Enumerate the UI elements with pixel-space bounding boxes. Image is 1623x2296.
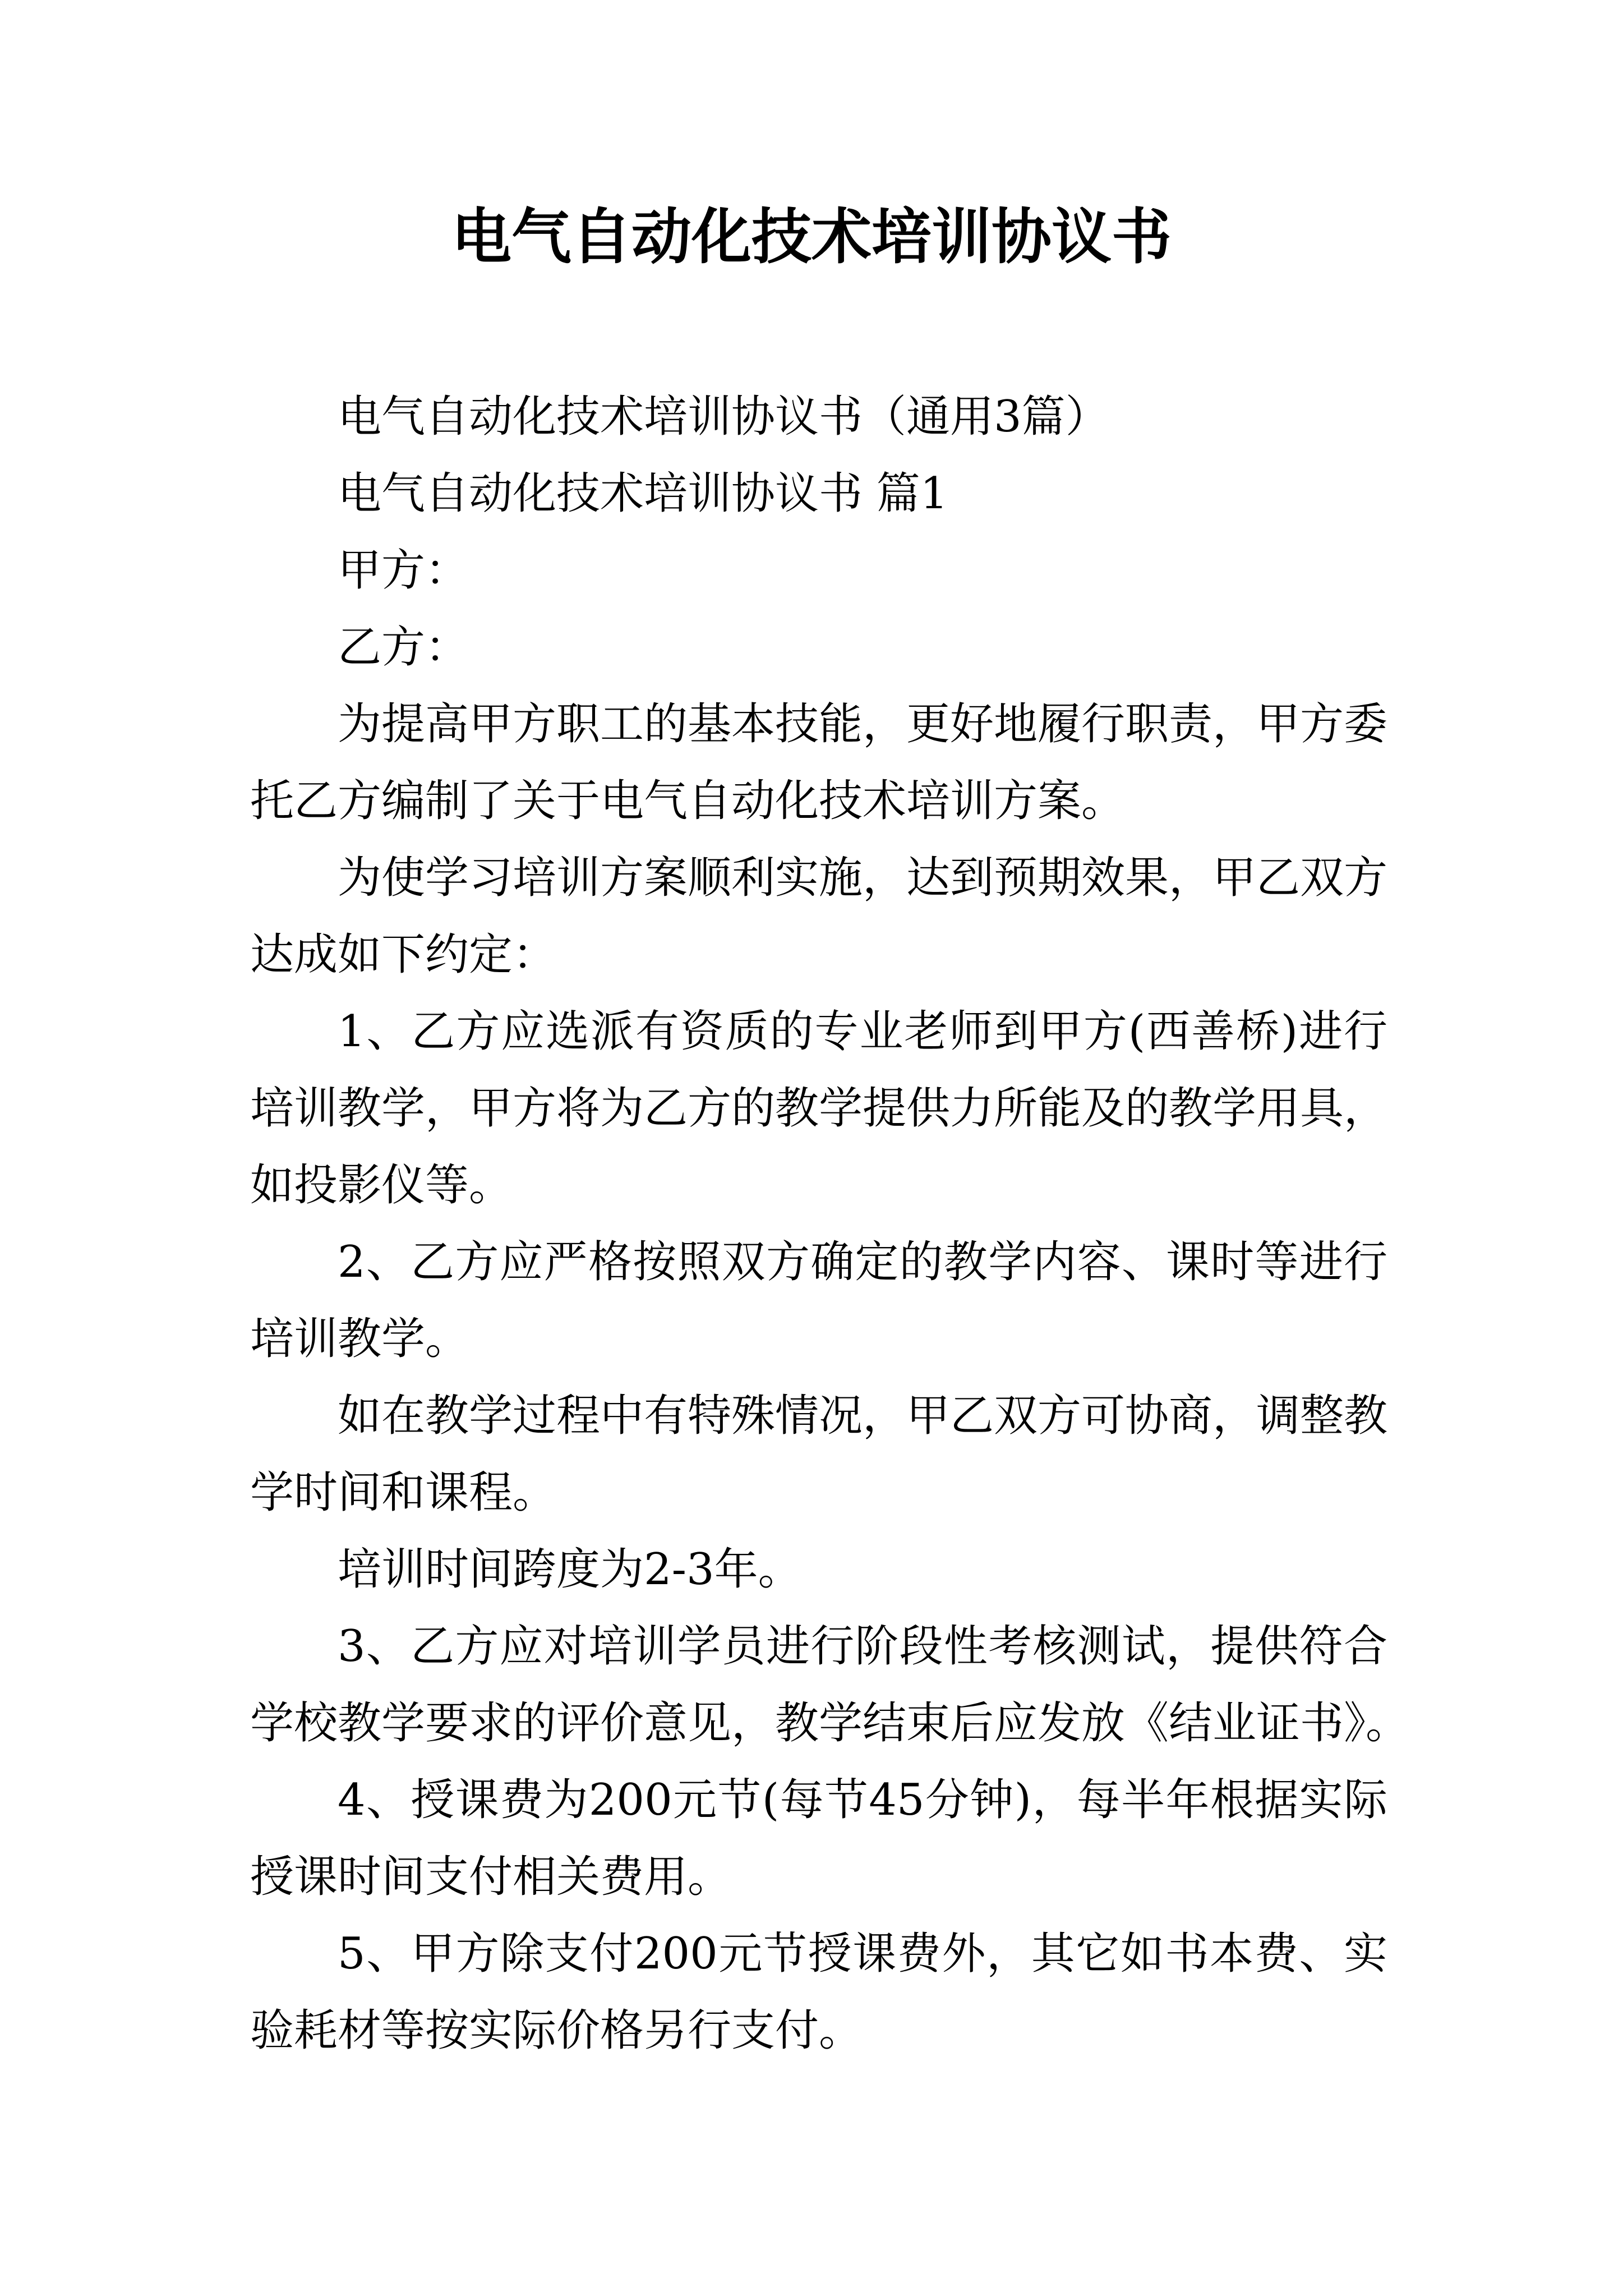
- text-line: 托乙方编制了关于电气自动化技术培训方案。: [250, 776, 1126, 826]
- document-title: 电气自动化技术培训协议书: [451, 202, 1172, 272]
- text-line: 培训时间跨度为2-3年。: [338, 1544, 802, 1595]
- paragraph: [250, 840, 1387, 993]
- paragraph-section-heading: [250, 455, 1387, 532]
- text-line: 学时间和课程。: [250, 1467, 557, 1518]
- clause-4: [250, 1762, 1387, 1916]
- text-line: 为使学习培训方案顺利实施，达到预期效果，甲乙双方: [338, 853, 1388, 903]
- text-line: 如投影仪等。: [250, 1160, 513, 1211]
- text-line: 如在教学过程中有特殊情况，甲乙双方可协商，调整教: [338, 1391, 1388, 1441]
- clause-5: [250, 1916, 1387, 2069]
- paragraph-party-b: [250, 609, 1387, 686]
- paragraph: [250, 686, 1387, 840]
- text-line: 培训教学，甲方将为乙方的教学提供力所能及的教学用具，: [250, 1083, 1388, 1134]
- text-line: 授课时间支付相关费用。: [250, 1852, 732, 1902]
- clause-3: [250, 1608, 1410, 1762]
- text-line: 甲方：: [338, 545, 469, 596]
- text-line: 验耗材等按实际价格另行支付。: [250, 2005, 863, 2056]
- text-line: 3、乙方应对培训学员进行阶段性考核测试，提供符合: [338, 1621, 1387, 1672]
- text-line: 5、甲方除支付200元节授课费外，其它如书本费、实: [338, 1929, 1387, 1979]
- text-line: 4、授课费为200元节(每节45分钟)，每半年根据实际: [338, 1775, 1387, 1825]
- document-body: [250, 379, 1410, 2069]
- text-line: 1、乙方应选派有资质的专业老师到甲方(西善桥)进行: [338, 1006, 1387, 1057]
- text-line: 电气自动化技术培训协议书 篇1: [338, 468, 948, 519]
- paragraph-party-a: [250, 532, 1387, 609]
- clause-1: [250, 993, 1387, 1224]
- paragraph: [250, 1378, 1387, 1531]
- clause-2: [250, 1224, 1387, 1378]
- paragraph: [250, 1531, 1387, 1608]
- text-line: 培训教学。: [250, 1314, 469, 1364]
- text-line: 乙方：: [338, 622, 469, 673]
- text-line: 为提高甲方职工的基本技能，更好地履行职责，甲方委: [338, 699, 1388, 749]
- paragraph-subtitle: [250, 379, 1387, 455]
- text-line: 学校教学要求的评价意见，教学结束后应发放《结业证书》。: [250, 1698, 1410, 1749]
- text-line: 2、乙方应严格按照双方确定的教学内容、课时等进行: [338, 1237, 1387, 1287]
- text-line: 达成如下约定：: [250, 930, 557, 980]
- text-line: 电气自动化技术培训协议书（通用3篇）: [338, 392, 1109, 442]
